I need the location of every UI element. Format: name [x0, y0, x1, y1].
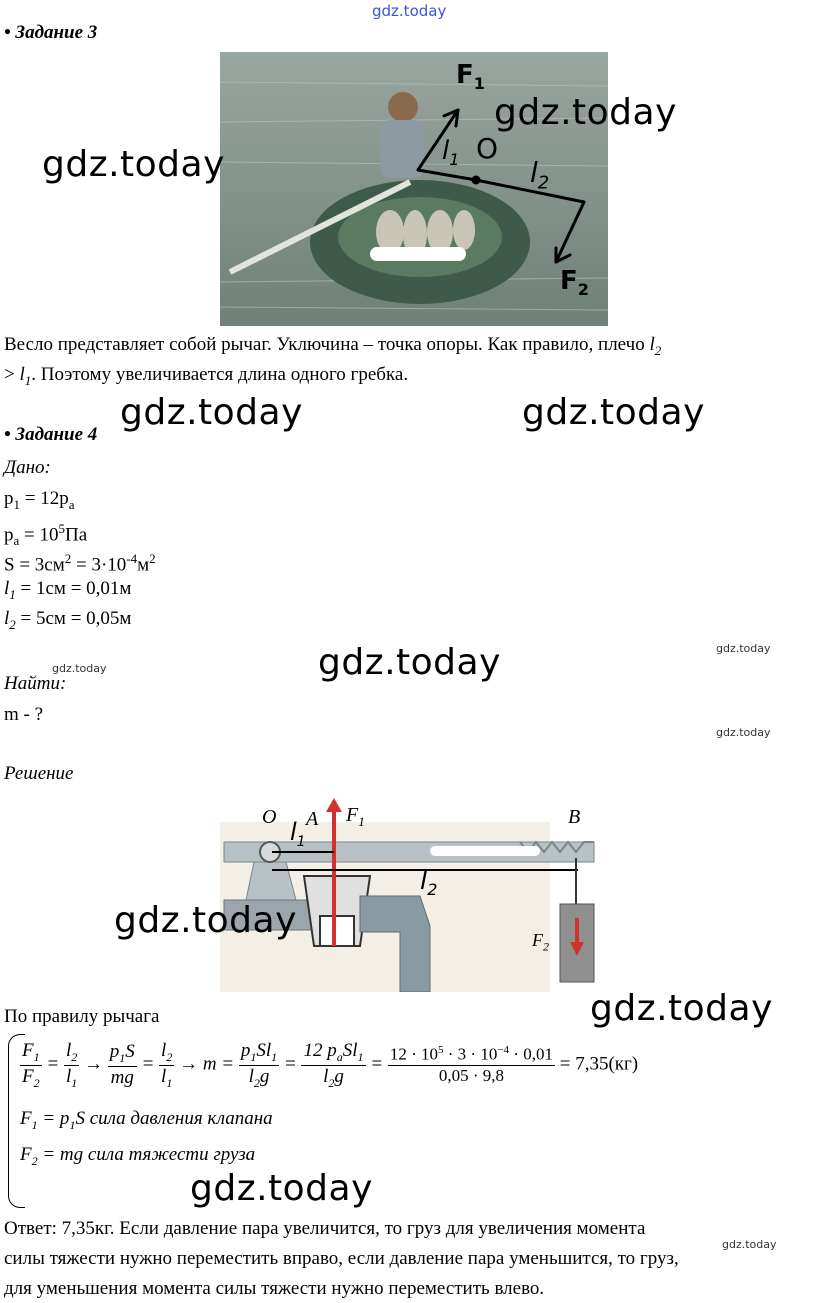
watermark: gdz.today: [52, 662, 107, 675]
watermark: gdz.today: [114, 900, 297, 941]
given-l2: $l_2 = 5см = 0,05м$: [4, 608, 132, 632]
watermark: gdz.today: [722, 1238, 777, 1251]
watermark: gdz.today: [318, 642, 501, 683]
valve-diagram: [210, 796, 630, 992]
watermark: gdz.today: [494, 92, 677, 133]
task3-paragraph-line2: > $l_1$. Поэтому увеличивается длина одного гребка.: [4, 364, 409, 388]
watermark: gdz.today: [120, 392, 303, 433]
watermark-top: gdz.today: [372, 2, 447, 20]
watermark: gdz.today: [522, 392, 705, 433]
task3-label-l1: $l_1$: [442, 136, 460, 170]
watermark: gdz.today: [190, 1168, 373, 1209]
task3-paragraph-line1: Весло представляет собой рычаг. Уключина – точка опоры. Как правило, плечо $l_2$: [4, 334, 662, 358]
force-weight-line: $F_2$ = mg сила тяжести груза: [20, 1144, 256, 1168]
task3-label-l2: $l_2$: [530, 156, 550, 194]
given-p1: $p_1 = 12p_a$: [4, 488, 75, 512]
diagram-label-a: A: [306, 808, 319, 830]
given-s: $S = 3см^2 = 3\cdot 10^{-4}м^2$: [4, 551, 156, 576]
given-l1: $l_1 = 1см = 0,01м$: [4, 578, 132, 602]
task3-label-o: O: [476, 132, 499, 165]
watermark: gdz.today: [42, 144, 225, 185]
task3-heading: • Задание 3: [4, 22, 98, 43]
diagram-label-l2: $l_2$: [420, 866, 438, 900]
find-value: m - ?: [4, 704, 44, 725]
given-pa: $p_a = 10^5Па$: [4, 521, 88, 549]
diagram-label-o: O: [262, 806, 277, 828]
lever-rule-label: По правилу рычага: [4, 1006, 160, 1027]
answer-line1: Ответ: 7,35кг. Если давление пара увеличится, то груз для увеличения момента: [4, 1218, 646, 1239]
answer-line2: силы тяжести нужно переместить вправо, если давление пара уменьшится, то груз,: [4, 1248, 679, 1269]
diagram-label-f1: $F_1$: [346, 804, 365, 829]
watermark: gdz.today: [716, 726, 771, 739]
watermark: gdz.today: [590, 988, 773, 1029]
diagram-label-f2: $F_2$: [532, 930, 549, 954]
diagram-label-l1: $l_1$: [290, 818, 306, 850]
solution-label: Решение: [4, 763, 74, 784]
force-valve-line: $F_1 = p_1S$ сила давления клапана: [20, 1108, 273, 1132]
answer-line3: для уменьшения момента силы тяжести нужно переместить влево.: [4, 1278, 545, 1299]
given-label: Дано:: [4, 457, 51, 478]
find-label: Найти:: [4, 673, 67, 694]
task3-label-f2: $F_2$: [560, 266, 589, 300]
watermark: gdz.today: [716, 642, 771, 655]
lever-equation: $\frac{F_1}{F_2}$ = $\frac{l_2}{l_1}$ → $\frac{p_1S}{mg}$ = $\frac{l_2}{l_1}$ → m = $\frac{p_1Sl_1}{l_2g}$ = $\frac{12 p_aSl_1}{l_2g}$ = $\frac{12 \cdot 10^5 \cdot 3 \cdot 10^{-4} \cdot 0,01}{0,05 \cdot 9,8}$ = 7,35(кг): [22, 1040, 639, 1090]
task3-label-f1: $F_1$: [456, 60, 485, 94]
diagram-label-b: B: [568, 806, 581, 828]
task4-heading: • Задание 4: [4, 424, 98, 445]
